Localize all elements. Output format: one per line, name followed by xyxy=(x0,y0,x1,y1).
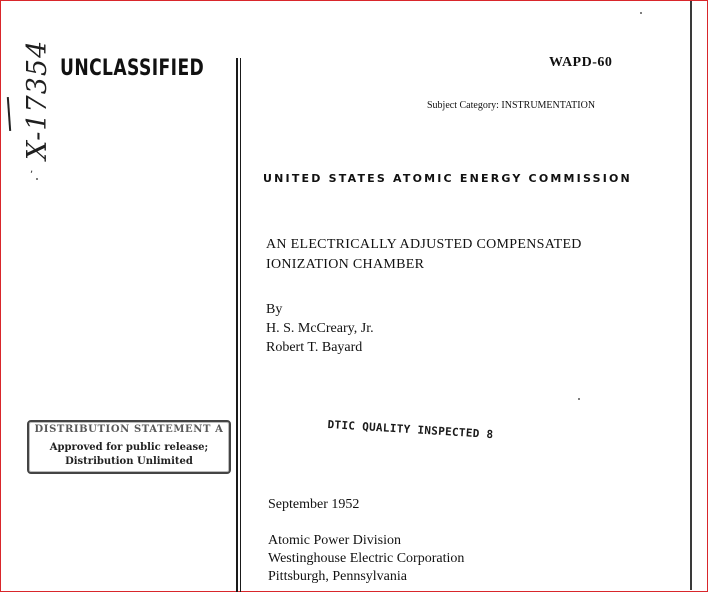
margin-rule xyxy=(236,58,238,592)
scan-speck xyxy=(640,12,642,14)
handwritten-accession-number: X-17354 xyxy=(22,39,53,160)
subject-category: Subject Category: INSTRUMENTATION xyxy=(427,100,596,111)
author-2: Robert T. Bayard xyxy=(266,340,363,355)
report-number: WAPD-60 xyxy=(549,55,613,70)
dtic-quality-stamp: DTIC QUALITY INSPECTED 8 xyxy=(327,418,494,442)
classification-marking: UNCLASSIFIED xyxy=(60,56,205,81)
by-label: By xyxy=(266,302,283,317)
organization-block xyxy=(268,532,464,586)
scan-speck xyxy=(36,178,38,180)
org-line-2: Westinghouse Electric Corporation xyxy=(268,551,465,566)
publication-date: September 1952 xyxy=(268,497,360,512)
org-line-1: Atomic Power Division xyxy=(268,533,401,548)
stamp-line-1: Approved for public release; xyxy=(49,442,209,453)
stamp-heading: DISTRIBUTION STATEMENT A xyxy=(34,424,224,435)
distribution-statement-stamp xyxy=(27,420,231,474)
document-title xyxy=(266,235,582,275)
margin-rule-inner xyxy=(240,58,241,592)
org-line-3: Pittsburgh, Pennsylvania xyxy=(268,569,407,584)
stamp-line-2: Distribution Unlimited xyxy=(65,456,193,467)
page-edge xyxy=(690,1,692,590)
author-block xyxy=(266,300,374,357)
title-line-2: IONIZATION CHAMBER xyxy=(266,257,425,272)
agency-name: UNITED STATES ATOMIC ENERGY COMMISSION xyxy=(263,172,632,185)
author-1: H. S. McCreary, Jr. xyxy=(266,321,374,336)
title-line-1: AN ELECTRICALLY ADJUSTED COMPENSATED xyxy=(266,237,582,252)
margin-small-mark: , xyxy=(30,164,34,175)
scan-speck xyxy=(578,398,580,400)
